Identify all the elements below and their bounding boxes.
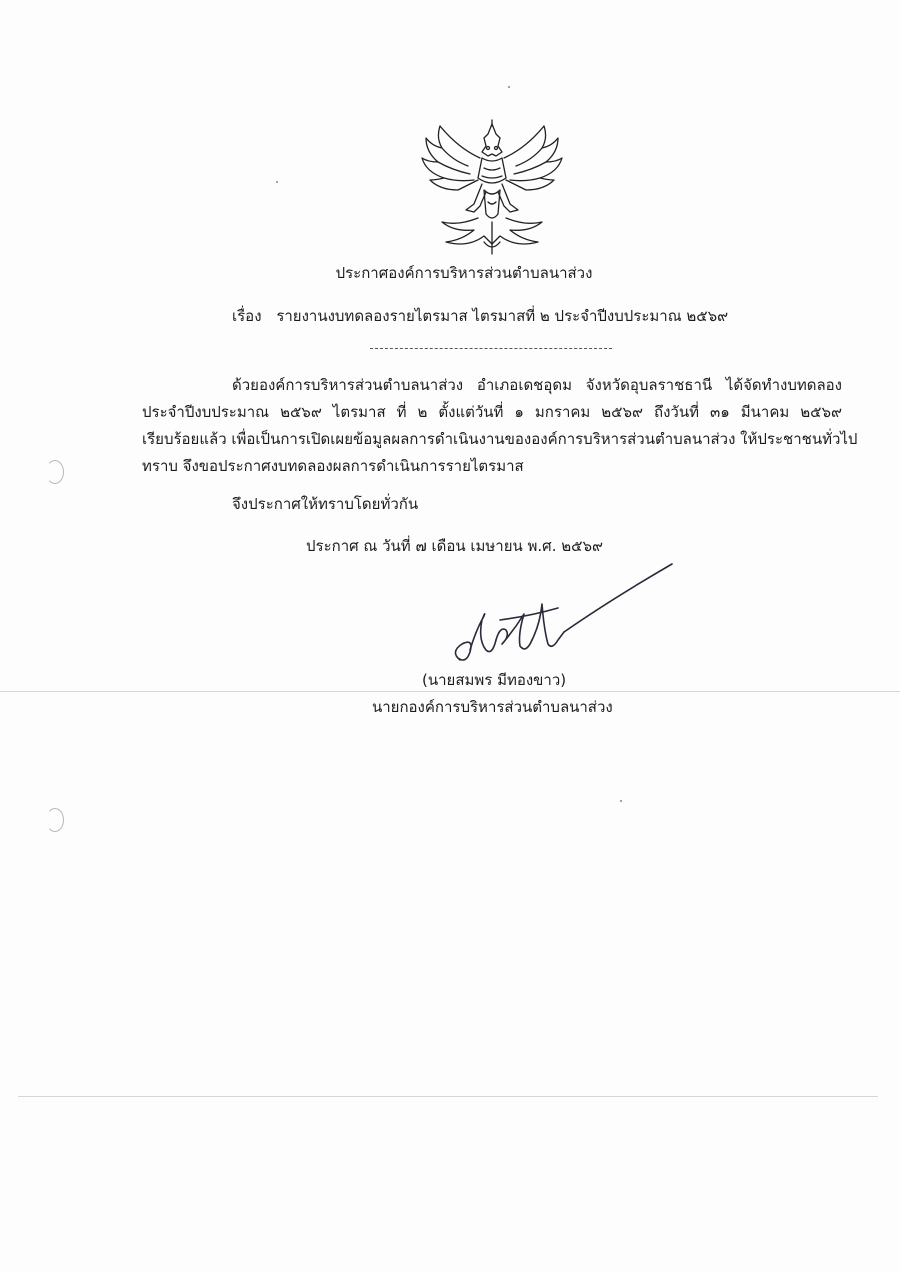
- scan-speck: [508, 86, 510, 88]
- scan-line: [18, 1096, 878, 1097]
- punch-hole-mark: [46, 808, 64, 832]
- subject-text: รายงานงบทดลองรายไตรมาส ไตรมาสที่ ๒ ประจำปีงบประมาณ ๒๕๖๙: [276, 307, 729, 325]
- body-line: ทราบ จึงขอประกาศงบทดลองผลการดำเนินการรายไตรมาส: [142, 457, 524, 475]
- announcement-date: ประกาศ ณ วันที่ ๗ เดือน เมษายน พ.ศ. ๒๕๖๙: [306, 537, 603, 555]
- closing-statement: จึงประกาศให้ทราบโดยทั่วกัน: [232, 495, 419, 513]
- body-line: ประจำปีงบประมาณ ๒๕๖๙ ไตรมาส ที่ ๒ ตั้งแต่วันที่ ๑ มกราคม ๒๕๖๙ ถึงวันที่ ๓๑ มีนาคม ๒๕๖๙: [142, 403, 842, 421]
- scan-speck: [620, 800, 622, 802]
- announcement-title: ประกาศองค์การบริหารส่วนตำบลนาส่วง: [335, 264, 593, 282]
- subject-label: เรื่อง: [232, 307, 262, 325]
- garuda-emblem-icon: [418, 118, 566, 258]
- scan-line: [0, 691, 900, 692]
- signer-name: (นายสมพร มีทองขาว): [422, 671, 567, 689]
- body-line: เรียบร้อยแล้ว เพื่อเป็นการเปิดเผยข้อมูลผลการดำเนินงานขององค์การบริหารส่วนตำบลนาส่วง ให้ประชาชนทั่วไป: [142, 430, 858, 448]
- signer-title: นายกองค์การบริหารส่วนตำบลนาส่วง: [372, 698, 613, 716]
- body-line: ด้วยองค์การบริหารส่วนตำบลนาส่วง อำเภอเดชอุดม จังหวัดอุบลราชธานี ได้จัดทำงบทดลอง: [232, 376, 842, 394]
- announcement-subject: [232, 305, 728, 327]
- punch-hole-mark: [46, 460, 64, 484]
- scan-speck: [276, 181, 278, 183]
- dashed-divider: [370, 348, 612, 350]
- handwritten-signature: [440, 560, 680, 680]
- announcement-body: [142, 372, 858, 480]
